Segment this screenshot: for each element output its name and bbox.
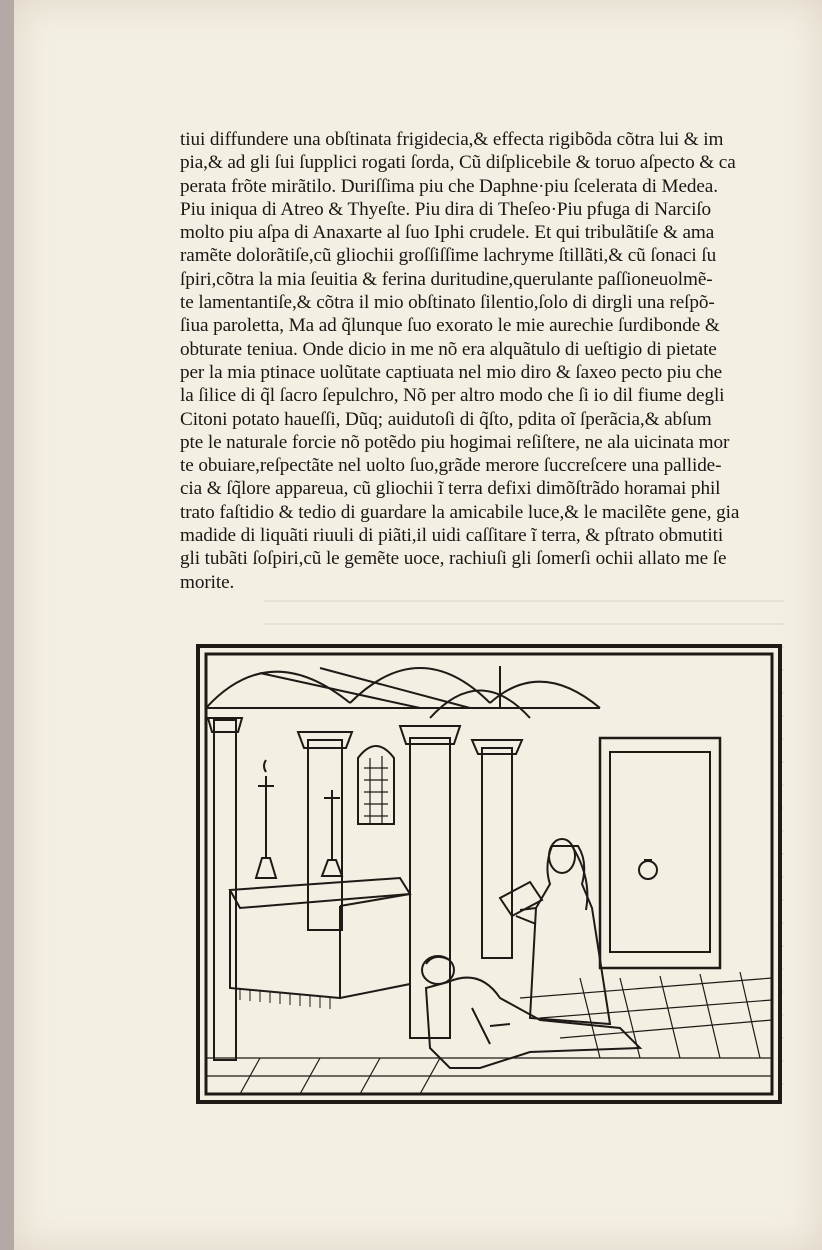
candlestick xyxy=(322,790,342,876)
text-line: te obuiare,reſpectãte nel uolto ſuo,grãde merore ſuccreſcere una pallide- xyxy=(180,455,722,477)
standing-woman-figure xyxy=(500,839,610,1024)
text-line: perata frõte mirãtilo. Duriſſima piu che Daphne·piu ſcelerata di Medea. xyxy=(180,175,718,197)
ceiling-beam xyxy=(260,673,420,708)
text-line: Piu iniqua di Atreo & Thyeſte. Piu dira di Theſeo·Piu pfuga di Narciſo xyxy=(180,198,712,220)
text-line: morite. xyxy=(180,571,235,593)
background-edge xyxy=(0,0,14,1250)
text-line: pte le naturale forcie nõ potẽdo piu hogimai reſiſtere, ne ala uicinata mor xyxy=(180,431,730,453)
body-text xyxy=(180,128,780,594)
door xyxy=(600,738,720,968)
text-line: la ſilice di q̃l ſacro ſepulchro, Nõ per altro modo che ſi io dil fiume degli xyxy=(180,385,725,407)
text-line: per la mia ptinace uolũtate captiuata nel mio diro & ſaxeo pecto piu che xyxy=(180,361,723,383)
woodcut-illustration xyxy=(196,644,782,1104)
text-line: obturate teniua. Onde dicio in me nõ era alquãtulo di ueſtigio di pietate xyxy=(180,338,717,360)
text-line: Citoni potato haueſſi, Dũq; auidutoſi di q̃ſto, pdita oĩ ſperãcia,& abſum xyxy=(180,408,712,430)
vault-arch xyxy=(490,682,600,708)
text-line: cia & ſq̃lore appareua, cũ gliochii ĩ terra defixi dimõſtrãdo horamai phil xyxy=(180,478,721,500)
text-line: molto piu aſpa di Anaxarte al ſuo Iphi crudele. Et qui tribulãtiſe & ama xyxy=(180,222,715,244)
column xyxy=(400,726,460,1038)
text-line: madide di liquãti riuuli di piãti,il uidi caſſitare ĩ terra, & pſtrato obmutiti xyxy=(180,525,724,547)
inner-border xyxy=(206,654,772,1094)
arched-window xyxy=(358,746,394,824)
tiled-floor xyxy=(206,972,772,1094)
text-line: pia,& ad gli ſui ſupplici rogati ſorda, Cũ diſplicebile & toruo aſpecto & ca xyxy=(180,152,736,174)
altar xyxy=(230,878,410,1009)
woodcut-drawing xyxy=(200,648,778,1100)
text-line: ſiua paroletta, Ma ad q̃lunque ſuo exorato le mie aurechie ſurdibonde & xyxy=(180,315,720,337)
text-line: te lamentantiſe,& cõtra il mio obſtinato ſilentio,ſolo di dirgli una reſpõ- xyxy=(180,292,715,314)
candlestick xyxy=(256,760,276,878)
text-line: ramẽte dolorãtiſe,cũ gliochii groſſiſſime lachryme ſtillãti,& cũ ſonaci ſu xyxy=(180,245,717,267)
column xyxy=(472,740,522,958)
text-line: gli tubãti ſoſpiri,cũ le gemẽte uoce, rachiuſi gli ſomerſi ochii allato me ſe xyxy=(180,548,727,570)
text-line: trato faſtidio & tedio di guardare la amicabile luce,& le macilẽte gene, gia xyxy=(180,501,740,523)
text-line: tiui diffundere una obſtinata frigidecia,& effecta rigibõda cõtra lui & im xyxy=(180,129,724,150)
text-line: ſpiri,cõtra la mia ſeuitia & ferina duritudine,querulante paſſioneuolmẽ- xyxy=(180,268,713,290)
